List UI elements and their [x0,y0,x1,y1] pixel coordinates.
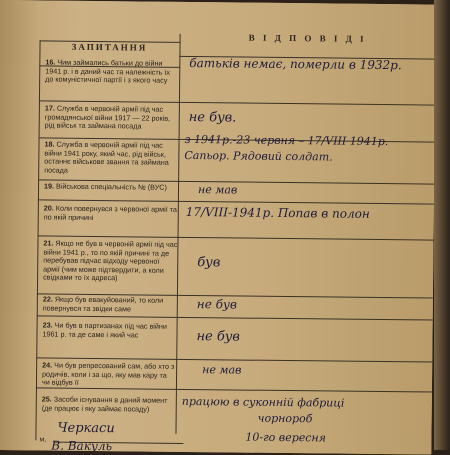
row-18 [38,132,436,184]
question-label: Чим займались батьки до війни 1941 р. і в даний час та належність їх до комуністичної партії і з якого часу [45,57,171,85]
answer-text: 17/VIII-1941р. Попав в полон [185,204,370,221]
question-number: 18. [44,139,55,149]
row-21 [37,235,436,298]
question-number: 21. [43,238,54,248]
question-label: Чи був репресований сам, або хто з родичів, коли і за що, яку мав кару та чи відбув її [41,360,175,388]
answer-text: батьків немає, померли в 1932р. [189,55,402,73]
answer-text: не мав [197,183,238,197]
answers-header: В І Д П О В І Д І [179,32,435,60]
question-text [43,295,177,314]
answer-text: не був [196,297,237,312]
answer-text-line2: Сапьор. Рядовий солдат. [184,148,333,164]
question-number: 19. [44,181,55,191]
question-text [42,321,176,340]
question-text [44,182,178,192]
place-name: Черкаси [57,420,115,437]
question-text [42,395,176,414]
question-label: Якщо був евакуйований, то коли повернувся та звідки саме [42,294,164,313]
date-note: 10-го вересня [245,430,327,445]
question-text [42,361,176,388]
question-label: Військова спеціальність № (ВУС) [56,181,167,192]
answer-text: не був. [188,109,237,126]
question-number: 20. [43,203,54,213]
row-20 [38,199,436,240]
question-text [45,58,179,85]
question-label: Засоби існування в даний момент (де працює і яку займає посаду) [41,394,168,414]
answer-text: не мав [202,363,242,377]
answer-text: був [197,255,221,271]
question-text [44,204,178,223]
question-label: Служба в червоній армії під час війни 1941 року, який час, рід військ, останнє військове звання та займана посада [44,139,169,175]
signature: В. Вакуль [51,438,113,454]
question-number: 25. [41,394,52,404]
question-text [44,140,178,176]
place-label: м. [39,434,47,444]
answer-text: не був [196,329,240,345]
question-number: 24. [42,360,53,370]
answer-text-line2: чорнороб [257,411,313,426]
questions-header: ЗАПИТАННЯ [39,40,179,67]
question-number: 17. [44,103,55,113]
row-23 [36,315,436,362]
question-number: 16. [45,57,56,67]
question-text [45,104,179,131]
question-label: Коли повернувся з червоної армії та по якій причині [43,203,177,222]
question-label: Чи був в партизанах під час війни 1961 р. та де саме і який час [42,320,167,340]
question-number: 23. [42,320,53,330]
answer-text: працюю в суконній фабриці [181,394,345,410]
question-number: 22. [42,294,53,304]
answer-text: з 1941р.-23 червня – 17/VIII 1941р. [184,132,389,149]
page-edge [434,0,450,450]
question-label: Якщо не був в червоній армії під час війни 1941 р., то по якій причині та де перебував підчас відходу червоної армії (чим може підтвердити, а коли свідками то їх адреса) [43,238,178,283]
question-text [43,239,177,283]
question-label: Служба в червоній армії під час громадянської війни 1917 — 22 років, рід військ та займана посада [44,103,171,131]
row-16 [39,54,436,105]
page-margin [0,0,40,450]
